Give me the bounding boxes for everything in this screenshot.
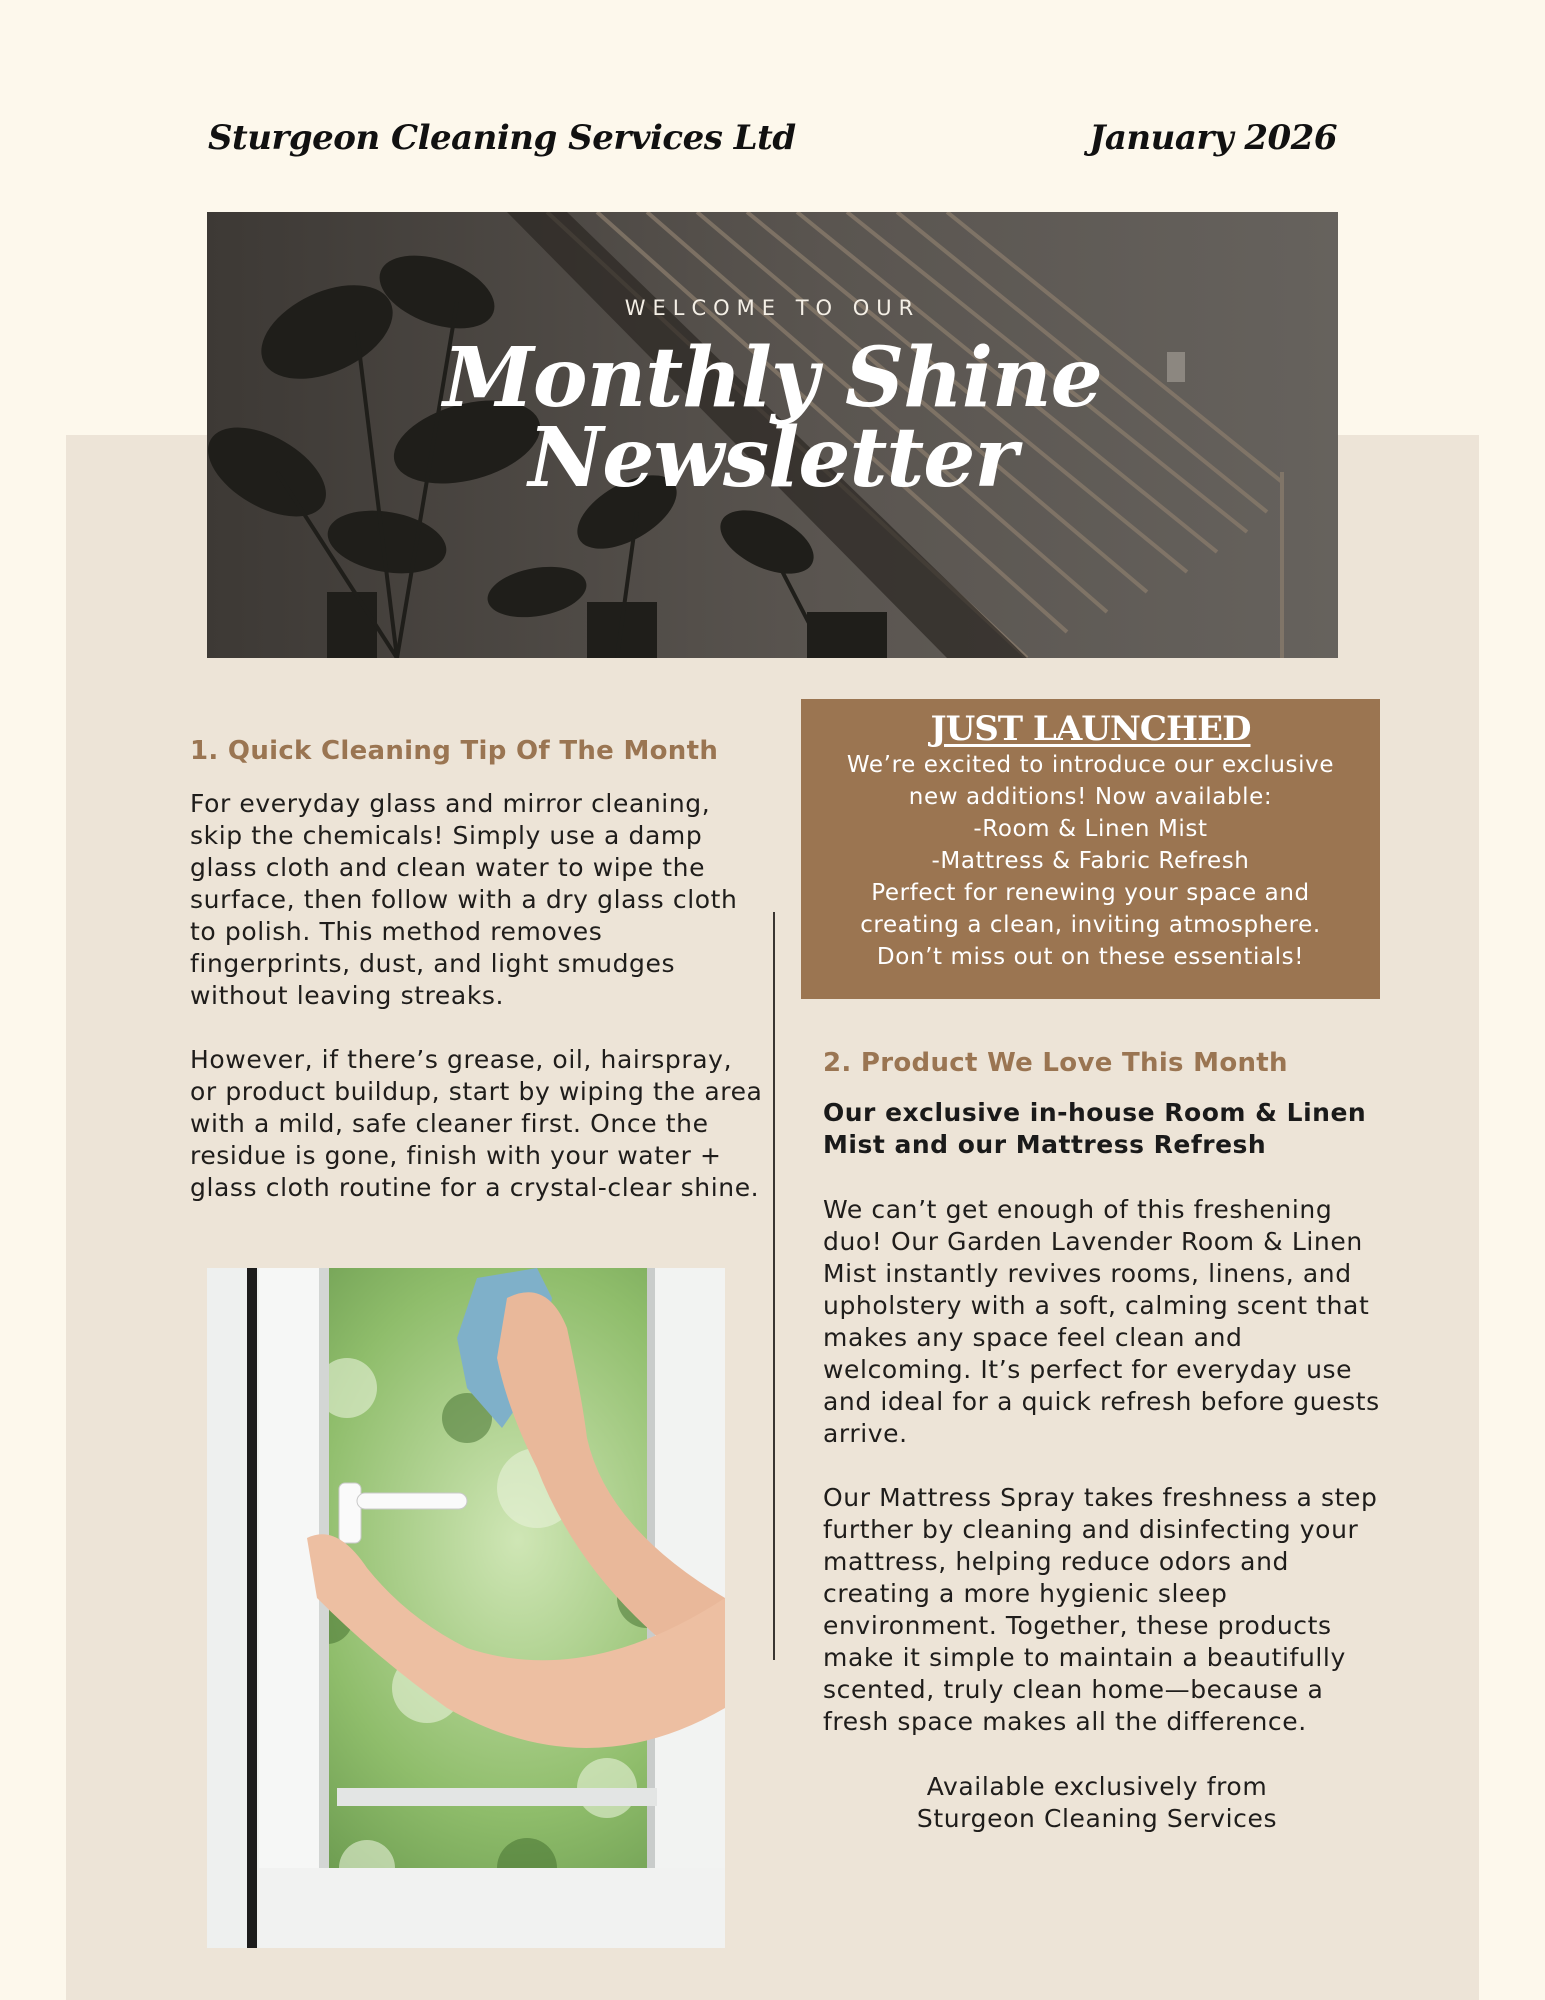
hero-eyebrow: WELCOME TO OUR [624, 296, 921, 320]
tip-body [190, 788, 765, 1236]
just-launched-box [801, 699, 1380, 999]
tip-heading: 1. Quick Cleaning Tip Of The Month [190, 736, 719, 766]
launch-line: -Room & Linen Mist [973, 816, 1208, 842]
availability-note [823, 1771, 1371, 1835]
window-photo-illustration [207, 1268, 725, 1948]
issue-date: January 2026 [1089, 118, 1337, 158]
launch-line: We’re excited to introduce our exclusive [846, 752, 1335, 778]
availability-line: Sturgeon Cleaning Services [916, 1804, 1278, 1833]
launch-line: new additions! Now available: [908, 784, 1273, 810]
launch-title: JUST LAUNCHED [930, 709, 1251, 749]
product-subheading: Our exclusive in-house Room & Linen Mist and our Mattress Refresh [823, 1098, 1367, 1159]
tip-paragraph: For everyday glass and mirror cleaning, skip the chemicals! Simply use a damp glass cloth and clean water to wipe the surface, then follow with a dry glass cloth to polish. This method removes fingerprints, dust, and light smudges without leaving streaks. [190, 789, 738, 1010]
product-paragraph: Our Mattress Spray takes freshness a step further by cleaning and disinfecting your mattress, helping reduce odors and creating a more hygienic sleep environment. Together, these products make it simple to maintain a beautifully scented, truly clean home—because a fresh space makes all the difference. [823, 1483, 1378, 1736]
hero-title-line1: Monthly Shine [443, 330, 1102, 426]
hero-title-line2: Newsletter [528, 410, 1017, 506]
company-name: Sturgeon Cleaning Services Ltd [208, 118, 796, 158]
launch-line: creating a clean, inviting atmosphere. [860, 912, 1321, 938]
product-body [823, 1194, 1388, 1770]
launch-line: -Mattress & Fabric Refresh [931, 848, 1250, 874]
product-paragraph: We can’t get enough of this freshening duo! Our Garden Lavender Room & Linen Mist instantly revives rooms, linens, and upholstery with a soft, calming scent that makes any space feel clean and welcoming. It’s perfect for everyday use and ideal for a quick refresh before guests arrive. [823, 1195, 1380, 1448]
availability-line: Available exclusively from [926, 1772, 1268, 1801]
product-heading: 2. Product We Love This Month [823, 1048, 1288, 1078]
column-divider [773, 912, 775, 1660]
tip-paragraph: However, if there’s grease, oil, hairspray, or product buildup, start by wiping the area with a mild, safe cleaner first. Once the residue is gone, finish with your water + glass cloth routine for a crystal-clear shine. [190, 1045, 763, 1202]
launch-line: Perfect for renewing your space and [871, 880, 1310, 906]
launch-line: Don’t miss out on these essentials! [876, 944, 1305, 970]
window-cleaning-photo [207, 1268, 725, 1948]
